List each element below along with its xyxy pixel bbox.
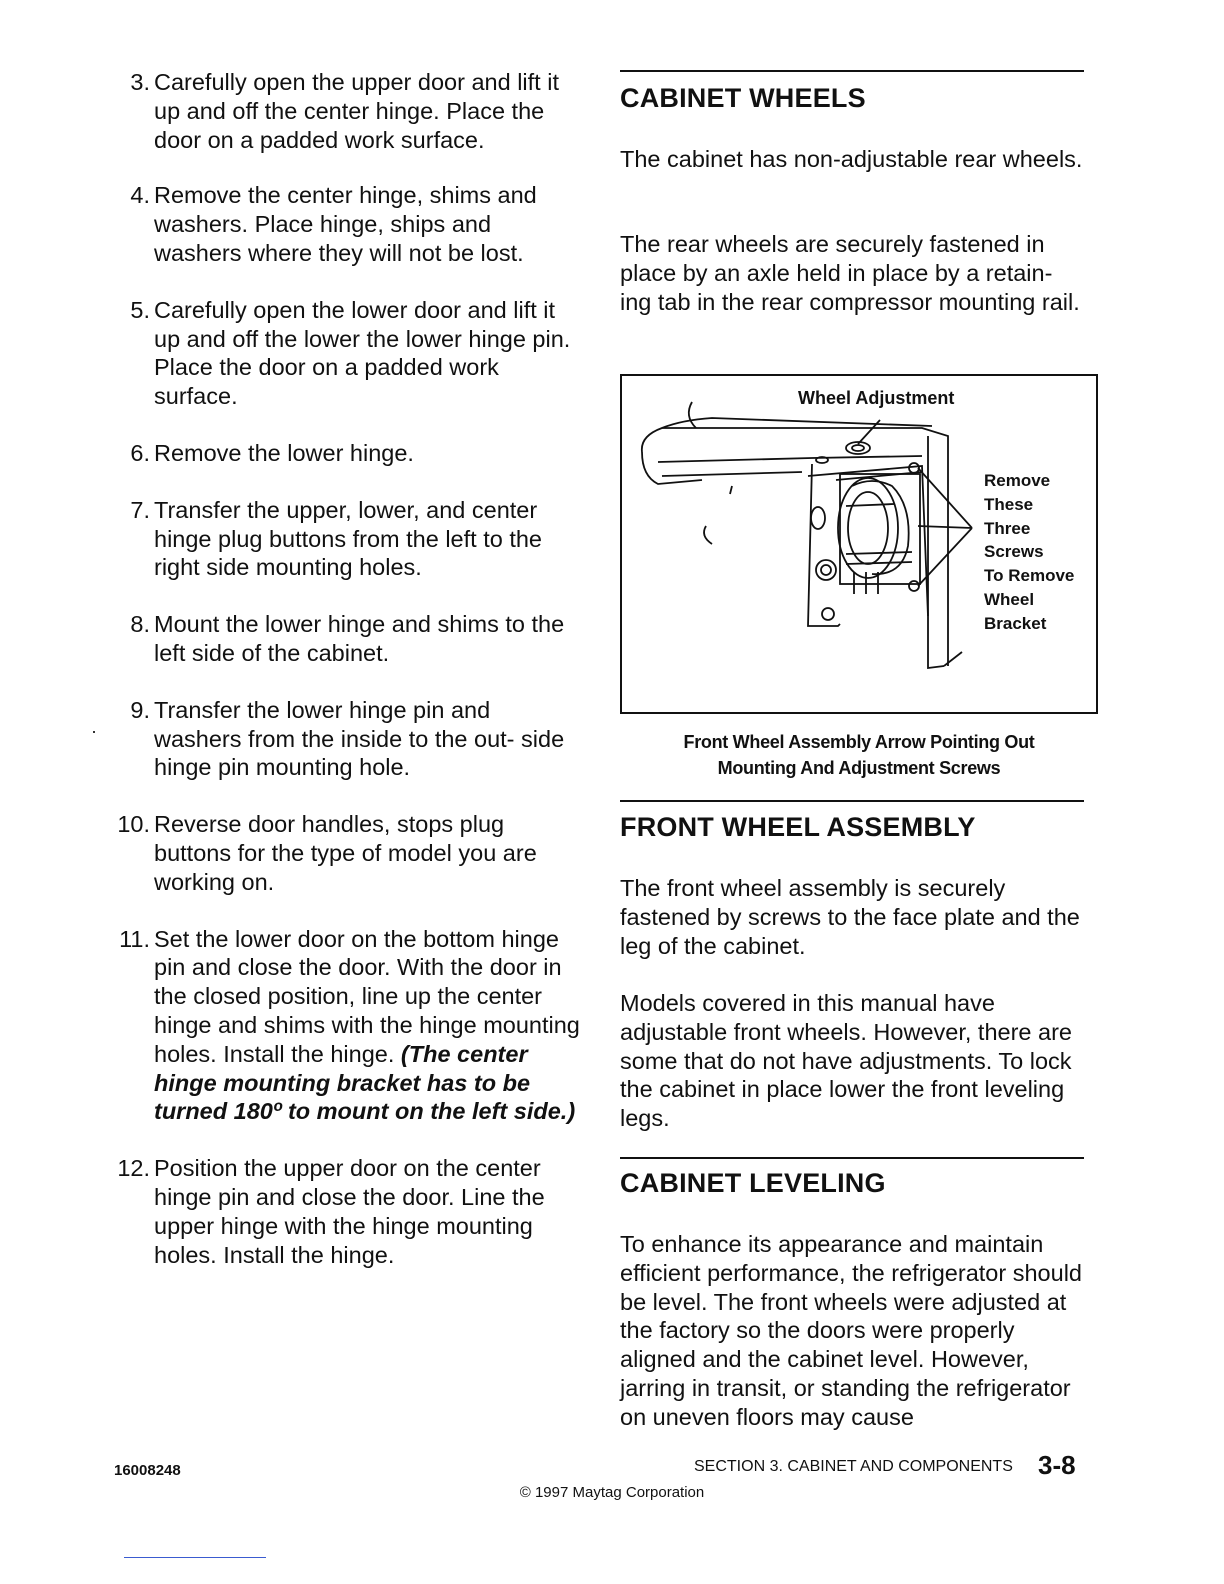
step-11: [114, 925, 584, 1127]
step-5: [114, 296, 584, 411]
cabinet-wheels-heading: CABINET WHEELS: [620, 83, 866, 113]
step-text: Reverse door handles, stops plug buttons for the type of model you are working on.: [154, 811, 537, 895]
step-4: [114, 181, 584, 267]
cabinet-leveling-heading: CABINET LEVELING: [620, 1168, 886, 1198]
step-10: [114, 810, 584, 896]
step-text: Carefully open the lower door and lift it up and off the lower the lower hinge pin. Place the door on a padded work surface.: [154, 296, 571, 410]
section-rule: [620, 70, 1084, 72]
step-number: 11.: [119, 925, 150, 952]
section-rule: [620, 1157, 1084, 1159]
step-3: [114, 68, 584, 154]
step-text: Transfer the lower hinge pin and washers from the inside to the out- side hinge pin mounting hole.: [154, 696, 565, 781]
section-title: SECTION 3. CABINET AND COMPONENTS: [694, 1458, 1013, 1475]
cabinet-wheels-paragraph: The cabinet has non-adjustable rear wheels.: [620, 146, 1083, 172]
step-text: Position the upper door on the center hinge pin and close the door. Line the upper hinge with the hinge mounting holes. Install the hinge.: [154, 1155, 545, 1268]
scan-speck: [93, 731, 95, 733]
cabinet-leveling-paragraph: To enhance its appearance and maintain efficient performance, the refrigerator should be level. The front wheels were adjusted at the factory so the doors were properly aligned and the cabinet level. However, jarring in transit, or standing the refrigerator on uneven floors may cause: [620, 1231, 1082, 1430]
step-12: [114, 1154, 584, 1269]
figure-callout-line: To Remove: [984, 566, 1075, 585]
front-wheel-heading: FRONT WHEEL ASSEMBLY: [620, 812, 976, 842]
figure-callout-line: Wheel: [984, 590, 1035, 609]
figure-label-top: Wheel Adjustment: [798, 388, 955, 408]
figure-caption: [620, 729, 1098, 781]
caption-line: Front Wheel Assembly Arrow Pointing Out: [683, 732, 1035, 752]
step-text: Transfer the upper, lower, and center hinge plug buttons from the left to the right side mounting holes.: [154, 496, 543, 581]
step-8: [114, 610, 584, 668]
front-wheel-paragraph: The front wheel assembly is securely fastened by screws to the face plate and the leg of the cabinet.: [620, 875, 1080, 959]
step-9: [114, 696, 584, 782]
section-rule: [620, 800, 1084, 802]
step-number: 10.: [117, 811, 150, 838]
step-text: Carefully open the upper door and lift it up and off the center hinge. Place the door on a padded work surface.: [154, 69, 559, 153]
step-number: 7.: [130, 496, 150, 523]
step-number: 12.: [117, 1155, 150, 1182]
figure-callout-line: Three: [984, 519, 1031, 538]
step-number: 9.: [130, 696, 150, 723]
cabinet-wheels-paragraph: The rear wheels are securely fastened in place by an axle held in place by a retain- ing tab in the rear compressor mounting rail.: [620, 231, 1080, 315]
step-6: [114, 439, 584, 468]
figure-callout-line: Screws: [984, 542, 1044, 561]
wheel-assembly-drawing: [622, 376, 1096, 712]
step-text: Remove the center hinge, shims and washers. Place hinge, ships and washers where they will not be lost.: [154, 182, 537, 266]
step-text: Set the lower door on the bottom hinge pin and close the door. With the door in the closed position, line up the center hinge and shims with the hinge mounting holes. Install the hinge.: [154, 925, 580, 1067]
step-number: 3.: [130, 69, 150, 95]
page-number: 3-8: [1038, 1450, 1076, 1480]
step-text: Remove the lower hinge.: [154, 439, 414, 466]
copyright: © 1997 Maytag Corporation: [519, 1484, 705, 1501]
figure-callout-line: Bracket: [984, 614, 1047, 633]
step-number: 6.: [130, 439, 150, 466]
document-number: 16008248: [114, 1462, 181, 1479]
step-note: (The center hinge mounting bracket has to be turned 180º to mount on the left side.): [154, 1040, 576, 1125]
step-number: 4.: [130, 182, 150, 209]
front-wheel-paragraph: Models covered in this manual have adjustable front wheels. However, there are some that do not have adjustments. To lock the cabinet in place lower the front leveling legs.: [620, 990, 1072, 1132]
step-number: 8.: [130, 611, 150, 638]
step-text: Mount the lower hinge and shims to the left side of the cabinet.: [154, 611, 565, 666]
caption-line: Mounting And Adjustment Screws: [717, 758, 1001, 778]
procedure-steps: [114, 68, 584, 1297]
figure-callout-line: These: [984, 495, 1034, 514]
wheel-assembly-figure: [620, 374, 1098, 714]
figure-callout-line: Remove: [984, 471, 1051, 490]
step-7: [114, 496, 584, 582]
bottom-divider: [124, 1557, 266, 1558]
step-number: 5.: [130, 296, 150, 323]
